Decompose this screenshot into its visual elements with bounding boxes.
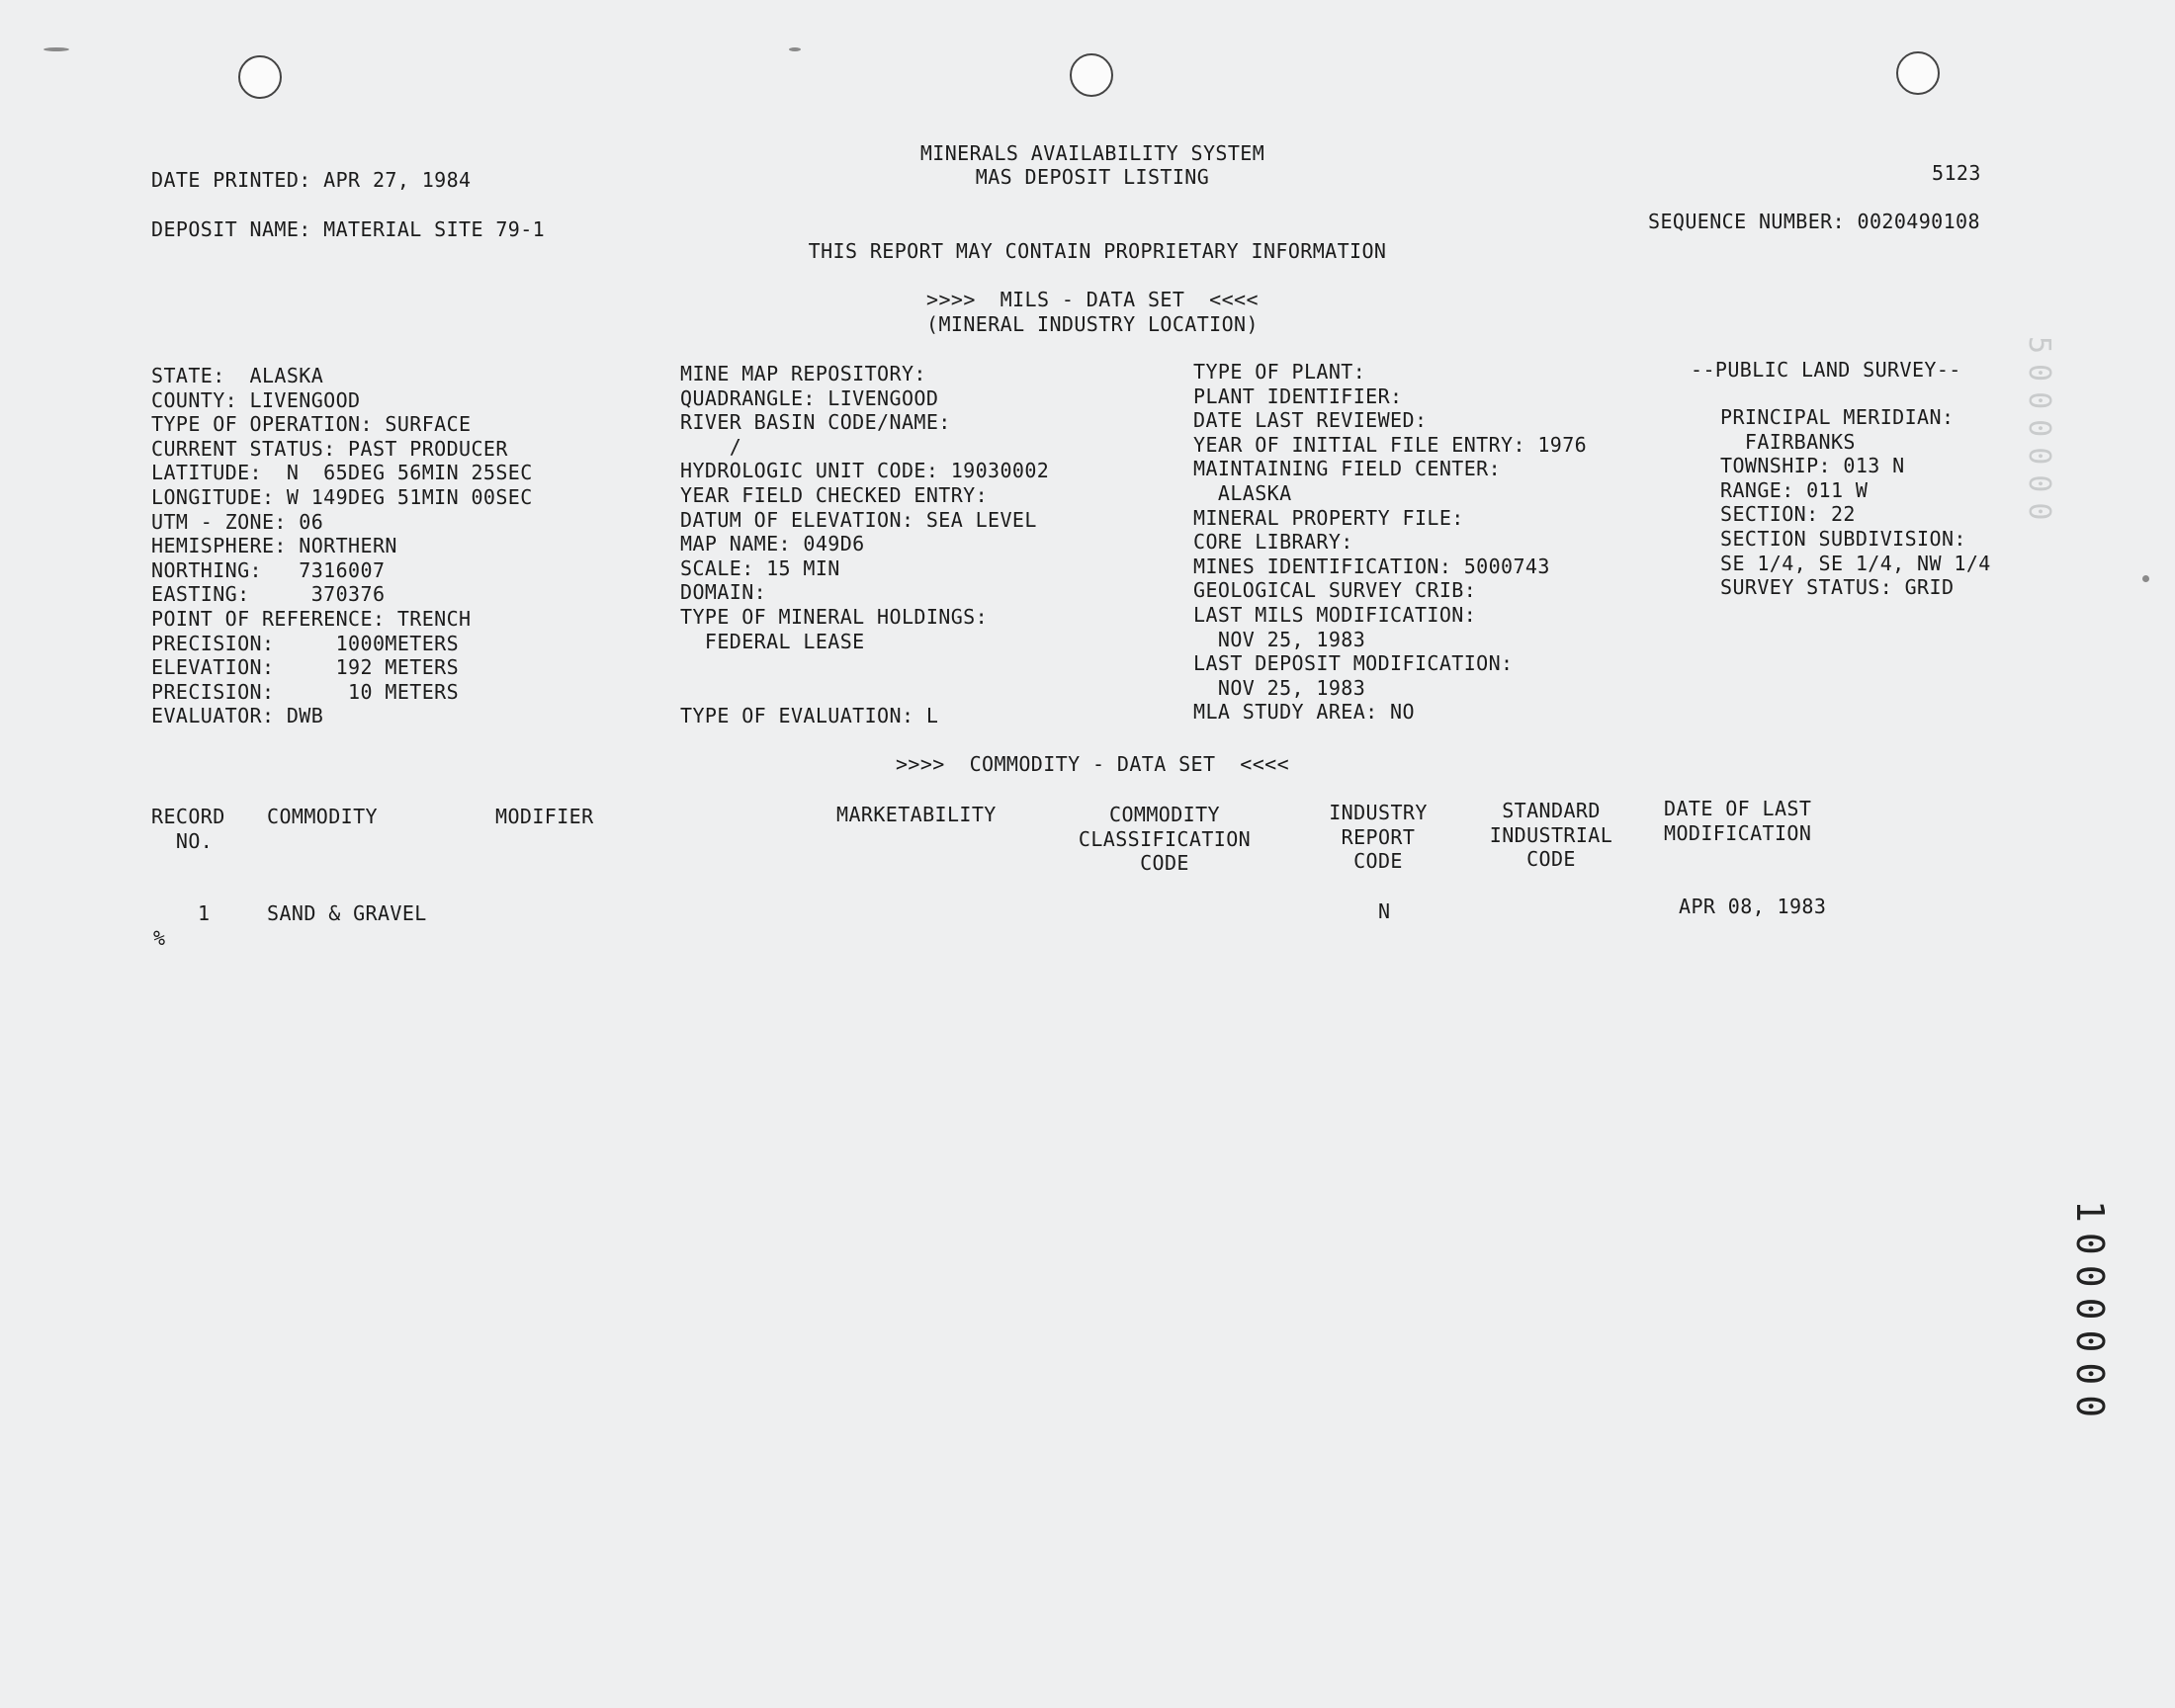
faint-bates-stamp: 5000000: [2022, 336, 2056, 531]
field-mines-identification: MINES IDENTIFICATION: 5000743: [1193, 554, 1550, 578]
field-point-of-reference: POINT OF REFERENCE: TRENCH: [151, 607, 472, 631]
cell-record-no: 1: [198, 901, 211, 925]
field-mineral-property-file: MINERAL PROPERTY FILE:: [1193, 505, 1464, 530]
header-classification-code: COMMODITY CLASSIFICATION CODE: [1078, 803, 1252, 876]
field-principal-meridian-value: FAIRBANKS: [1720, 429, 1856, 454]
field-latitude: LATITUDE: N 65DEG 56MIN 25SEC: [151, 461, 533, 485]
mils-section-subtitle: (MINERAL INDUSTRY LOCATION): [926, 312, 1259, 336]
field-range: RANGE: 011 W: [1720, 477, 1869, 502]
field-mine-map-repository: MINE MAP REPOSITORY:: [680, 362, 926, 385]
field-easting: EASTING: 370376: [151, 582, 386, 607]
field-last-deposit-modification: LAST DEPOSIT MODIFICATION:: [1193, 651, 1514, 676]
field-geological-survey-crib: GEOLOGICAL SURVEY CRIB:: [1193, 578, 1477, 603]
field-maintaining-center: MAINTAINING FIELD CENTER:: [1193, 457, 1502, 481]
field-date-last-reviewed: DATE LAST REVIEWED:: [1193, 408, 1428, 433]
field-elevation: ELEVATION: 192 METERS: [151, 655, 460, 680]
listing-title: MAS DEPOSIT LISTING: [975, 165, 1210, 189]
header-modifier: MODIFIER: [495, 805, 594, 828]
deposit-name: DEPOSIT NAME: MATERIAL SITE 79-1: [151, 217, 546, 241]
ink-smudge: [789, 47, 801, 51]
system-title: MINERALS AVAILABILITY SYSTEM: [919, 141, 1265, 165]
field-last-deposit-modification-value: NOV 25, 1983: [1193, 675, 1366, 700]
header-date-last-modification: DATE OF LAST MODIFICATION: [1664, 797, 1812, 845]
public-land-survey-title: --PUBLIC LAND SURVEY--: [1691, 358, 1961, 382]
header-record-no: RECORD NO.: [151, 805, 225, 853]
punch-hole-left: [238, 55, 282, 99]
page-number: 5123: [1932, 161, 1981, 185]
sequence-number: SEQUENCE NUMBER: 0020490108: [1648, 210, 1980, 233]
field-last-mils-modification-value: NOV 25, 1983: [1193, 627, 1366, 651]
field-mla-study-area: MLA STUDY AREA: NO: [1193, 700, 1415, 725]
field-quadrangle: QUADRANGLE: LIVENGOOD: [680, 385, 939, 410]
header-standard-industrial-code: STANDARD INDUSTRIAL CODE: [1489, 799, 1613, 872]
field-hemisphere: HEMISPHERE: NORTHERN: [151, 534, 397, 558]
field-mineral-holdings-value: FEDERAL LEASE: [680, 629, 865, 653]
field-elevation-precision: PRECISION: 10 METERS: [151, 679, 460, 704]
field-principal-meridian: PRINCIPAL MERIDIAN:: [1720, 405, 1955, 429]
field-hydrologic-unit: HYDROLOGIC UNIT CODE: 19030002: [680, 459, 1050, 483]
header-marketability: MARKETABILITY: [836, 803, 997, 826]
field-northing: NORTHING: 7316007: [151, 557, 386, 582]
field-type-of-plant: TYPE OF PLANT:: [1193, 360, 1366, 384]
cell-industry-report-code: N: [1378, 899, 1391, 923]
field-river-basin: RIVER BASIN CODE/NAME:: [680, 410, 951, 435]
punch-hole-center: [1070, 53, 1113, 97]
field-type-of-evaluation: TYPE OF EVALUATION: L: [680, 704, 939, 728]
punch-hole-right: [1896, 51, 1940, 95]
cell-commodity: SAND & GRAVEL: [267, 901, 427, 925]
field-survey-status: SURVEY STATUS: GRID: [1720, 575, 1955, 600]
date-printed: DATE PRINTED: APR 27, 1984: [151, 168, 472, 192]
field-evaluator: EVALUATOR: DWB: [151, 704, 324, 728]
field-mineral-holdings: TYPE OF MINERAL HOLDINGS:: [680, 605, 989, 629]
field-core-library: CORE LIBRARY:: [1193, 530, 1353, 555]
field-scale: SCALE: 15 MIN: [680, 555, 840, 580]
ink-smudge: [2142, 575, 2149, 582]
field-section-subdivision: SECTION SUBDIVISION:: [1720, 527, 1966, 551]
field-township: TOWNSHIP: 013 N: [1720, 454, 1905, 478]
field-longitude: LONGITUDE: W 149DEG 51MIN 00SEC: [151, 485, 533, 509]
field-last-mils-modification: LAST MILS MODIFICATION:: [1193, 603, 1477, 627]
field-state: STATE: ALASKA: [151, 364, 324, 387]
header-commodity: COMMODITY: [267, 805, 378, 828]
field-maintaining-center-value: ALASKA: [1193, 481, 1292, 505]
field-county: COUNTY: LIVENGOOD: [151, 387, 361, 412]
bates-stamp: 1000000: [2068, 1200, 2112, 1428]
field-current-status: CURRENT STATUS: PAST PRODUCER: [151, 436, 508, 461]
field-section: SECTION: 22: [1720, 502, 1856, 527]
field-plant-identifier: PLANT IDENTIFIER:: [1193, 384, 1403, 408]
field-year-field-checked: YEAR FIELD CHECKED ENTRY:: [680, 483, 989, 507]
field-river-basin-value: /: [680, 434, 742, 459]
header-industry-report-code: INDUSTRY REPORT CODE: [1329, 801, 1428, 874]
field-section-subdivision-value: SE 1/4, SE 1/4, NW 1/4: [1720, 551, 1991, 575]
commodity-section-title: >>>> COMMODITY - DATA SET <<<<: [895, 752, 1290, 776]
cell-date-last-modification: APR 08, 1983: [1679, 895, 1827, 918]
field-initial-file-entry: YEAR OF INITIAL FILE ENTRY: 1976: [1193, 432, 1588, 457]
field-location-precision: PRECISION: 1000METERS: [151, 631, 460, 655]
field-utm-zone: UTM - ZONE: 06: [151, 509, 324, 534]
end-marker: %: [153, 926, 166, 950]
field-datum-of-elevation: DATUM OF ELEVATION: SEA LEVEL: [680, 507, 1037, 532]
ink-smudge: [44, 47, 69, 51]
proprietary-notice: THIS REPORT MAY CONTAIN PROPRIETARY INFORMATION: [808, 239, 1387, 263]
field-domain: DOMAIN:: [680, 580, 767, 605]
field-map-name: MAP NAME: 049D6: [680, 532, 865, 556]
mils-section-title: >>>> MILS - DATA SET <<<<: [926, 288, 1259, 311]
field-operation-type: TYPE OF OPERATION: SURFACE: [151, 412, 472, 437]
